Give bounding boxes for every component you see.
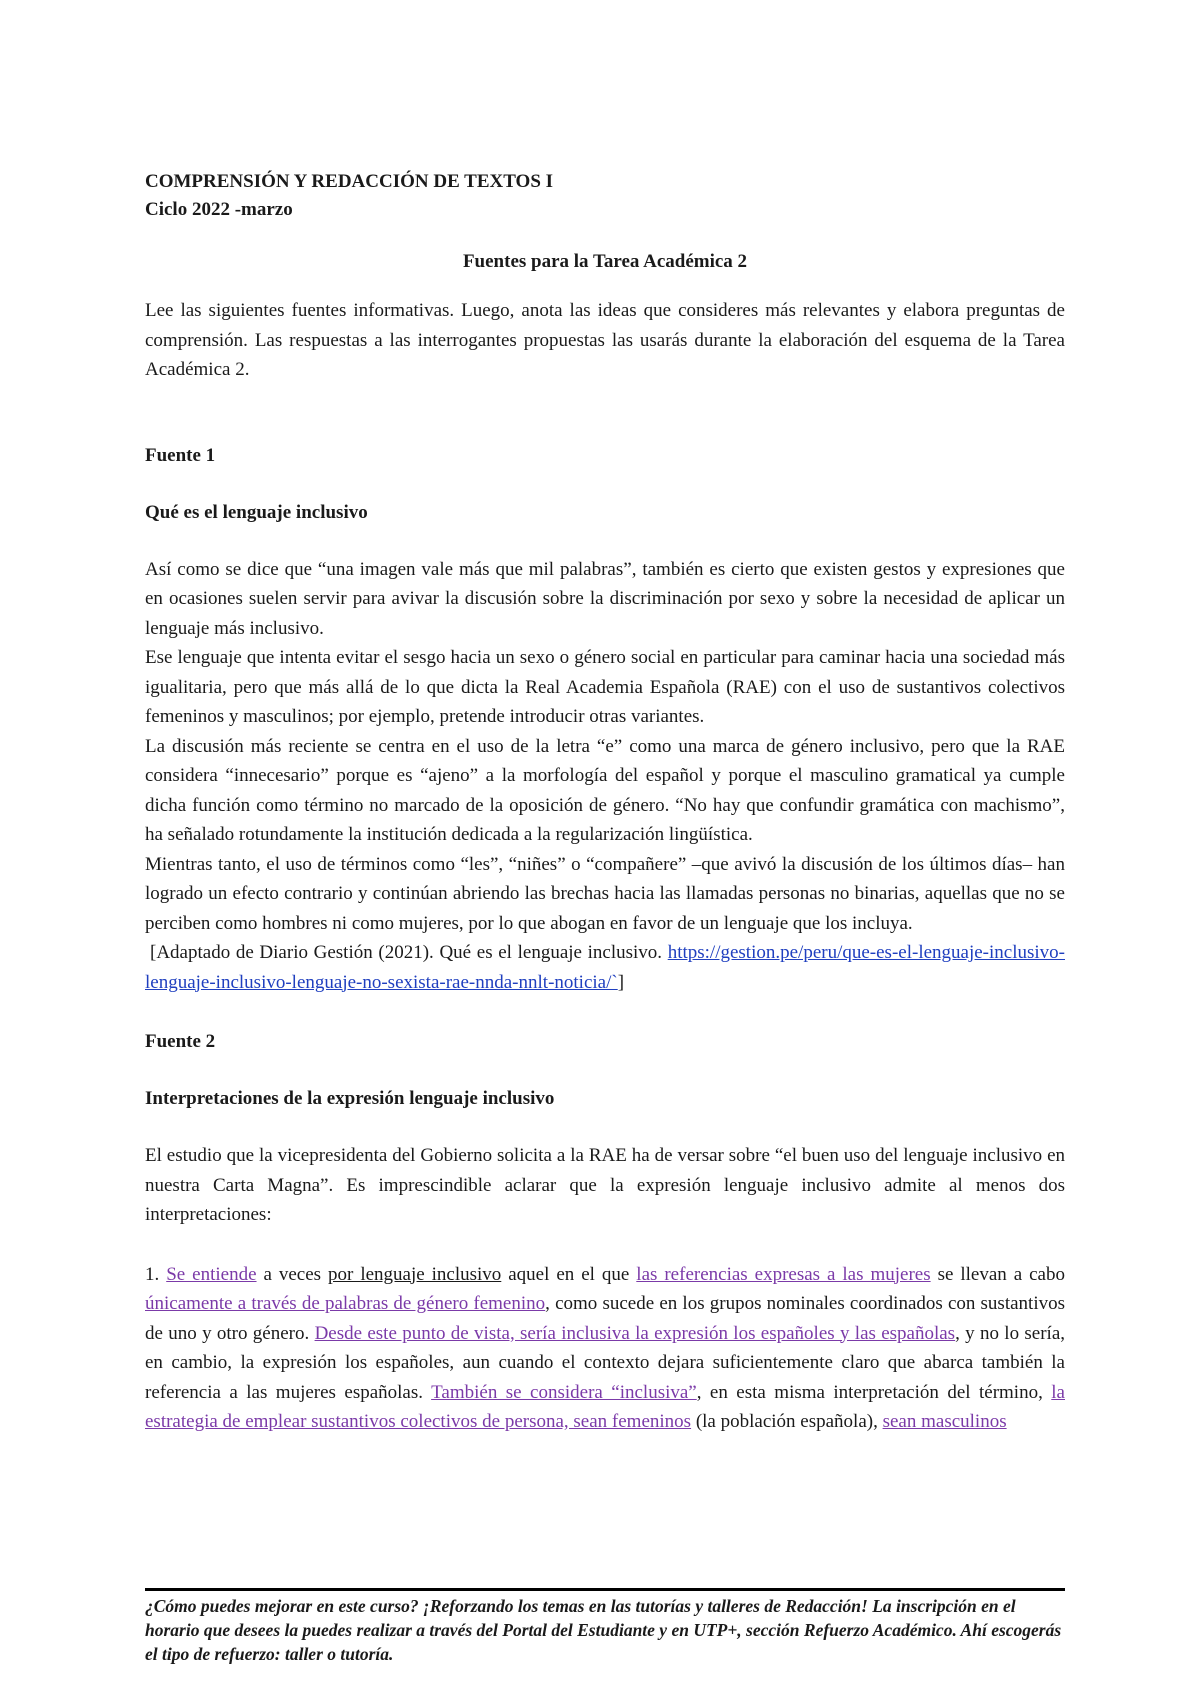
fuente-1-paragraph: Ese lenguaje que intenta evitar el sesgo hacia un sexo o género social en particular para caminar hacia una sociedad más igualitaria, pero que más allá de lo que dicta la Real Academia Española (RAE) con el uso de sustantivos colectivos femeninos y masculinos; por ejemplo, pretende introducir otras variantes. <box>145 647 1065 727</box>
text-run: , y no lo sería, en cambio, la expresión los españoles, aun cuando el contexto dejara suficientemente claro que abarca también la referencia a las mujeres españolas. <box>145 1322 1066 1403</box>
inline-link[interactable]: También se considera “inclusiva” <box>431 1381 697 1403</box>
document-title: Fuentes para la Tarea Académica 2 <box>462 251 748 272</box>
fuente-1-title: Qué es el lenguaje inclusivo <box>145 501 368 523</box>
inline-link[interactable]: únicamente a través de palabras de género femenino <box>145 1293 546 1314</box>
course-cycle: Ciclo 2022 -marzo <box>145 199 293 220</box>
footer-divider <box>145 1588 1065 1591</box>
text-run: (la población española), <box>691 1411 883 1432</box>
citation-link[interactable]: https://gestion.pe/peru/que-es-el-lenguaje-inclusivo-lenguaje-inclusivo-lenguaje-no-sexista-rae-nnda-nnlt-noticia/` <box>145 942 1065 993</box>
citation-text: [Adaptado de Diario Gestión (2021). Qué es el lenguaje inclusivo. <box>150 942 668 963</box>
citation-close: ] <box>617 971 625 993</box>
fuente-1-paragraph: La discusión más reciente se centra en el uso de la letra “e” como una marca de género inclusivo, pero que la RAE considera “innecesario” porque es “ajeno” a la morfología del español y porque el masculino gramatical ya cumple dicha función como término no marcado de la oposición de género. “No hay que confundir gramática con machismo”, ha señalado rotundamente la institución dedicada a la regularización lingüística. <box>145 735 1065 845</box>
inline-link[interactable]: sean masculinos <box>882 1411 1007 1432</box>
fuente-1-paragraph: Así como se dice que “una imagen vale más que mil palabras”, también es cierto que existen gestos y expresiones que en ocasiones suelen servir para avivar la discusión sobre la discriminación por sexo y sobre la necesidad de aplicar un lenguaje más inclusivo. <box>145 558 1065 639</box>
inline-link[interactable]: Se entiende <box>166 1263 257 1285</box>
fuente-2-title: Interpretaciones de la expresión lenguaje inclusivo <box>145 1088 555 1109</box>
underlined-term: por lenguaje inclusivo <box>328 1263 502 1285</box>
fuente-1-paragraph: Mientras tanto, el uso de términos como “les”, “niñes” o “compañere” –que avivó la discusión de los últimos días– han logrado un efecto contrario y continúan abriendo las brechas hacia las llamadas personas no binarias, aquellas que no se perciben como hombres ni como mujeres, por lo que abogan en favor de un lenguaje que los incluya. <box>145 853 1065 934</box>
fuente-1-citation <box>145 938 1065 997</box>
text-run: , en esta misma interpretación del término, <box>696 1381 1052 1403</box>
inline-link[interactable]: la estrategia de emplear sustantivos colectivos de persona, sean femeninos <box>145 1381 1065 1432</box>
intro-paragraph: Lee las siguientes fuentes informativas. Luego, anota las ideas que consideres más relevantes y elabora preguntas de comprensión. Las respuestas a las interrogantes propuestas las usarás durante la elaboración del esquema de la Tarea Académica 2. <box>145 300 1065 380</box>
fuente-1-label: Fuente 1 <box>145 444 216 466</box>
inline-link[interactable]: Desde este punto de vista, sería inclusiva la expresión los españoles y las españolas <box>314 1322 956 1344</box>
fuente-2-item-1 <box>145 1260 1065 1437</box>
text-run: a veces <box>256 1263 329 1285</box>
text-run: aquel en el que <box>501 1263 637 1285</box>
course-title: COMPRENSIÓN Y REDACCIÓN DE TEXTOS I <box>145 171 554 192</box>
footer-note: ¿Cómo puedes mejorar en este curso? ¡Reforzando los temas en las tutorías y talleres de Redacción! La inscripción en el horario que desees la puedes realizar a través del Portal del Estudiante y en UTP+, sección Refuerzo Académico. Ahí escogerás el tipo de refuerzo: taller o tutoría. <box>145 1596 1062 1664</box>
inline-link[interactable]: las referencias expresas a las mujeres <box>636 1263 931 1285</box>
document-page <box>145 168 1065 1437</box>
text-run: se llevan a cabo <box>930 1263 1065 1285</box>
text-run: , como sucede en los grupos nominales coordinados con sustantivos de uno y otro género. <box>145 1293 1065 1344</box>
fuente-2-paragraph: El estudio que la vicepresidenta del Gobierno solicita a la RAE ha de versar sobre “el buen uso del lenguaje inclusivo en nuestra Carta Magna”. Es imprescindible aclarar que la expresión lenguaje inclusivo admite al menos dos interpretaciones: <box>145 1145 1065 1225</box>
item-number: 1. <box>145 1263 167 1285</box>
fuente-2-label: Fuente 2 <box>145 1031 216 1052</box>
